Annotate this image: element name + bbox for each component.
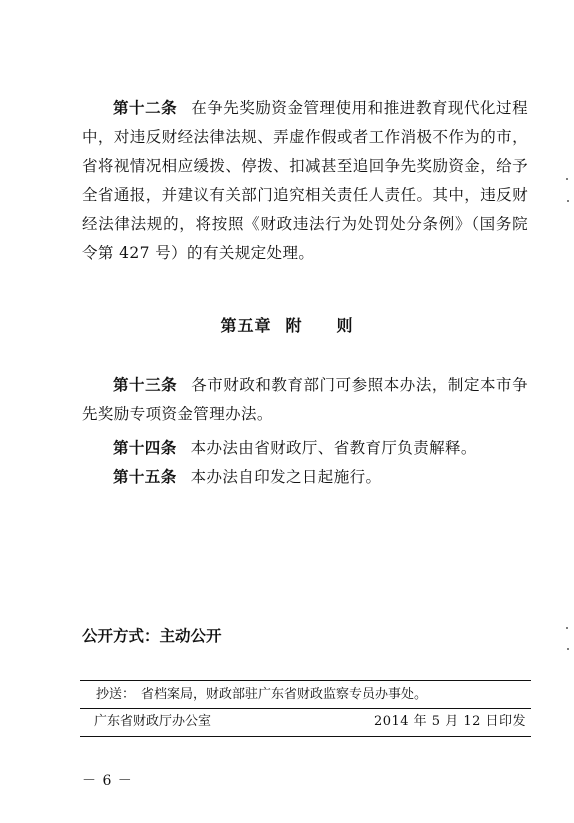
article-14 [82, 434, 528, 463]
page-number: － 6 － [82, 773, 133, 789]
article-13 [82, 371, 528, 429]
disclosure-method: 公开方式：主动公开 [82, 627, 222, 645]
cc-label: 抄送： [96, 687, 136, 702]
footer-bottom-rule [80, 736, 531, 737]
cc-line [96, 684, 516, 706]
scan-edge-mark [567, 648, 569, 650]
article-12-body: 在争先奖励资金管理使用和推进教育现代化过程中，对违反财经法律法规、弄虚作假或者工作消极不作为的市，省将视情况相应缓拨、停拨、扣减甚至追回争先奖励资金，给予全省通报，并建议有关部门追究相关责任人责任。其中，违反财经法律法规的，将按照《财政违法行为处罚处分条例》（国务院令第 427 号）的有关规定处理。 [82, 99, 528, 262]
scan-edge-mark [566, 178, 568, 180]
footer-middle-rule [80, 708, 531, 709]
article-12-heading: 第十二条 [113, 99, 178, 117]
article-13-heading: 第十三条 [113, 376, 178, 394]
cc-recipients: 省档案局，财政部驻广东省财政监察专员办事处。 [141, 687, 428, 702]
article-14-heading: 第十四条 [113, 439, 177, 457]
article-13-body: 各市财政和教育部门可参照本办法，制定本市争先奖励专项资金管理办法。 [82, 376, 528, 423]
chapter-5-title [0, 312, 574, 340]
chapter-5-number: 第五章 [220, 316, 272, 335]
article-15-heading: 第十五条 [113, 468, 177, 486]
chapter-5-name: 附 则 [285, 316, 354, 335]
scan-edge-mark [567, 200, 569, 202]
article-15-body: 本办法自印发之日起施行。 [190, 468, 382, 486]
issuing-office: 广东省财政厅办公室 [94, 714, 212, 729]
scan-edge-mark [566, 627, 568, 629]
footer-top-rule [80, 680, 531, 681]
article-15 [82, 463, 528, 492]
article-14-body: 本办法由省财政厅、省教育厅负责解释。 [190, 439, 477, 457]
issue-date: 2014 年 5 月 12 日印发 [373, 714, 526, 729]
article-12 [82, 94, 528, 268]
